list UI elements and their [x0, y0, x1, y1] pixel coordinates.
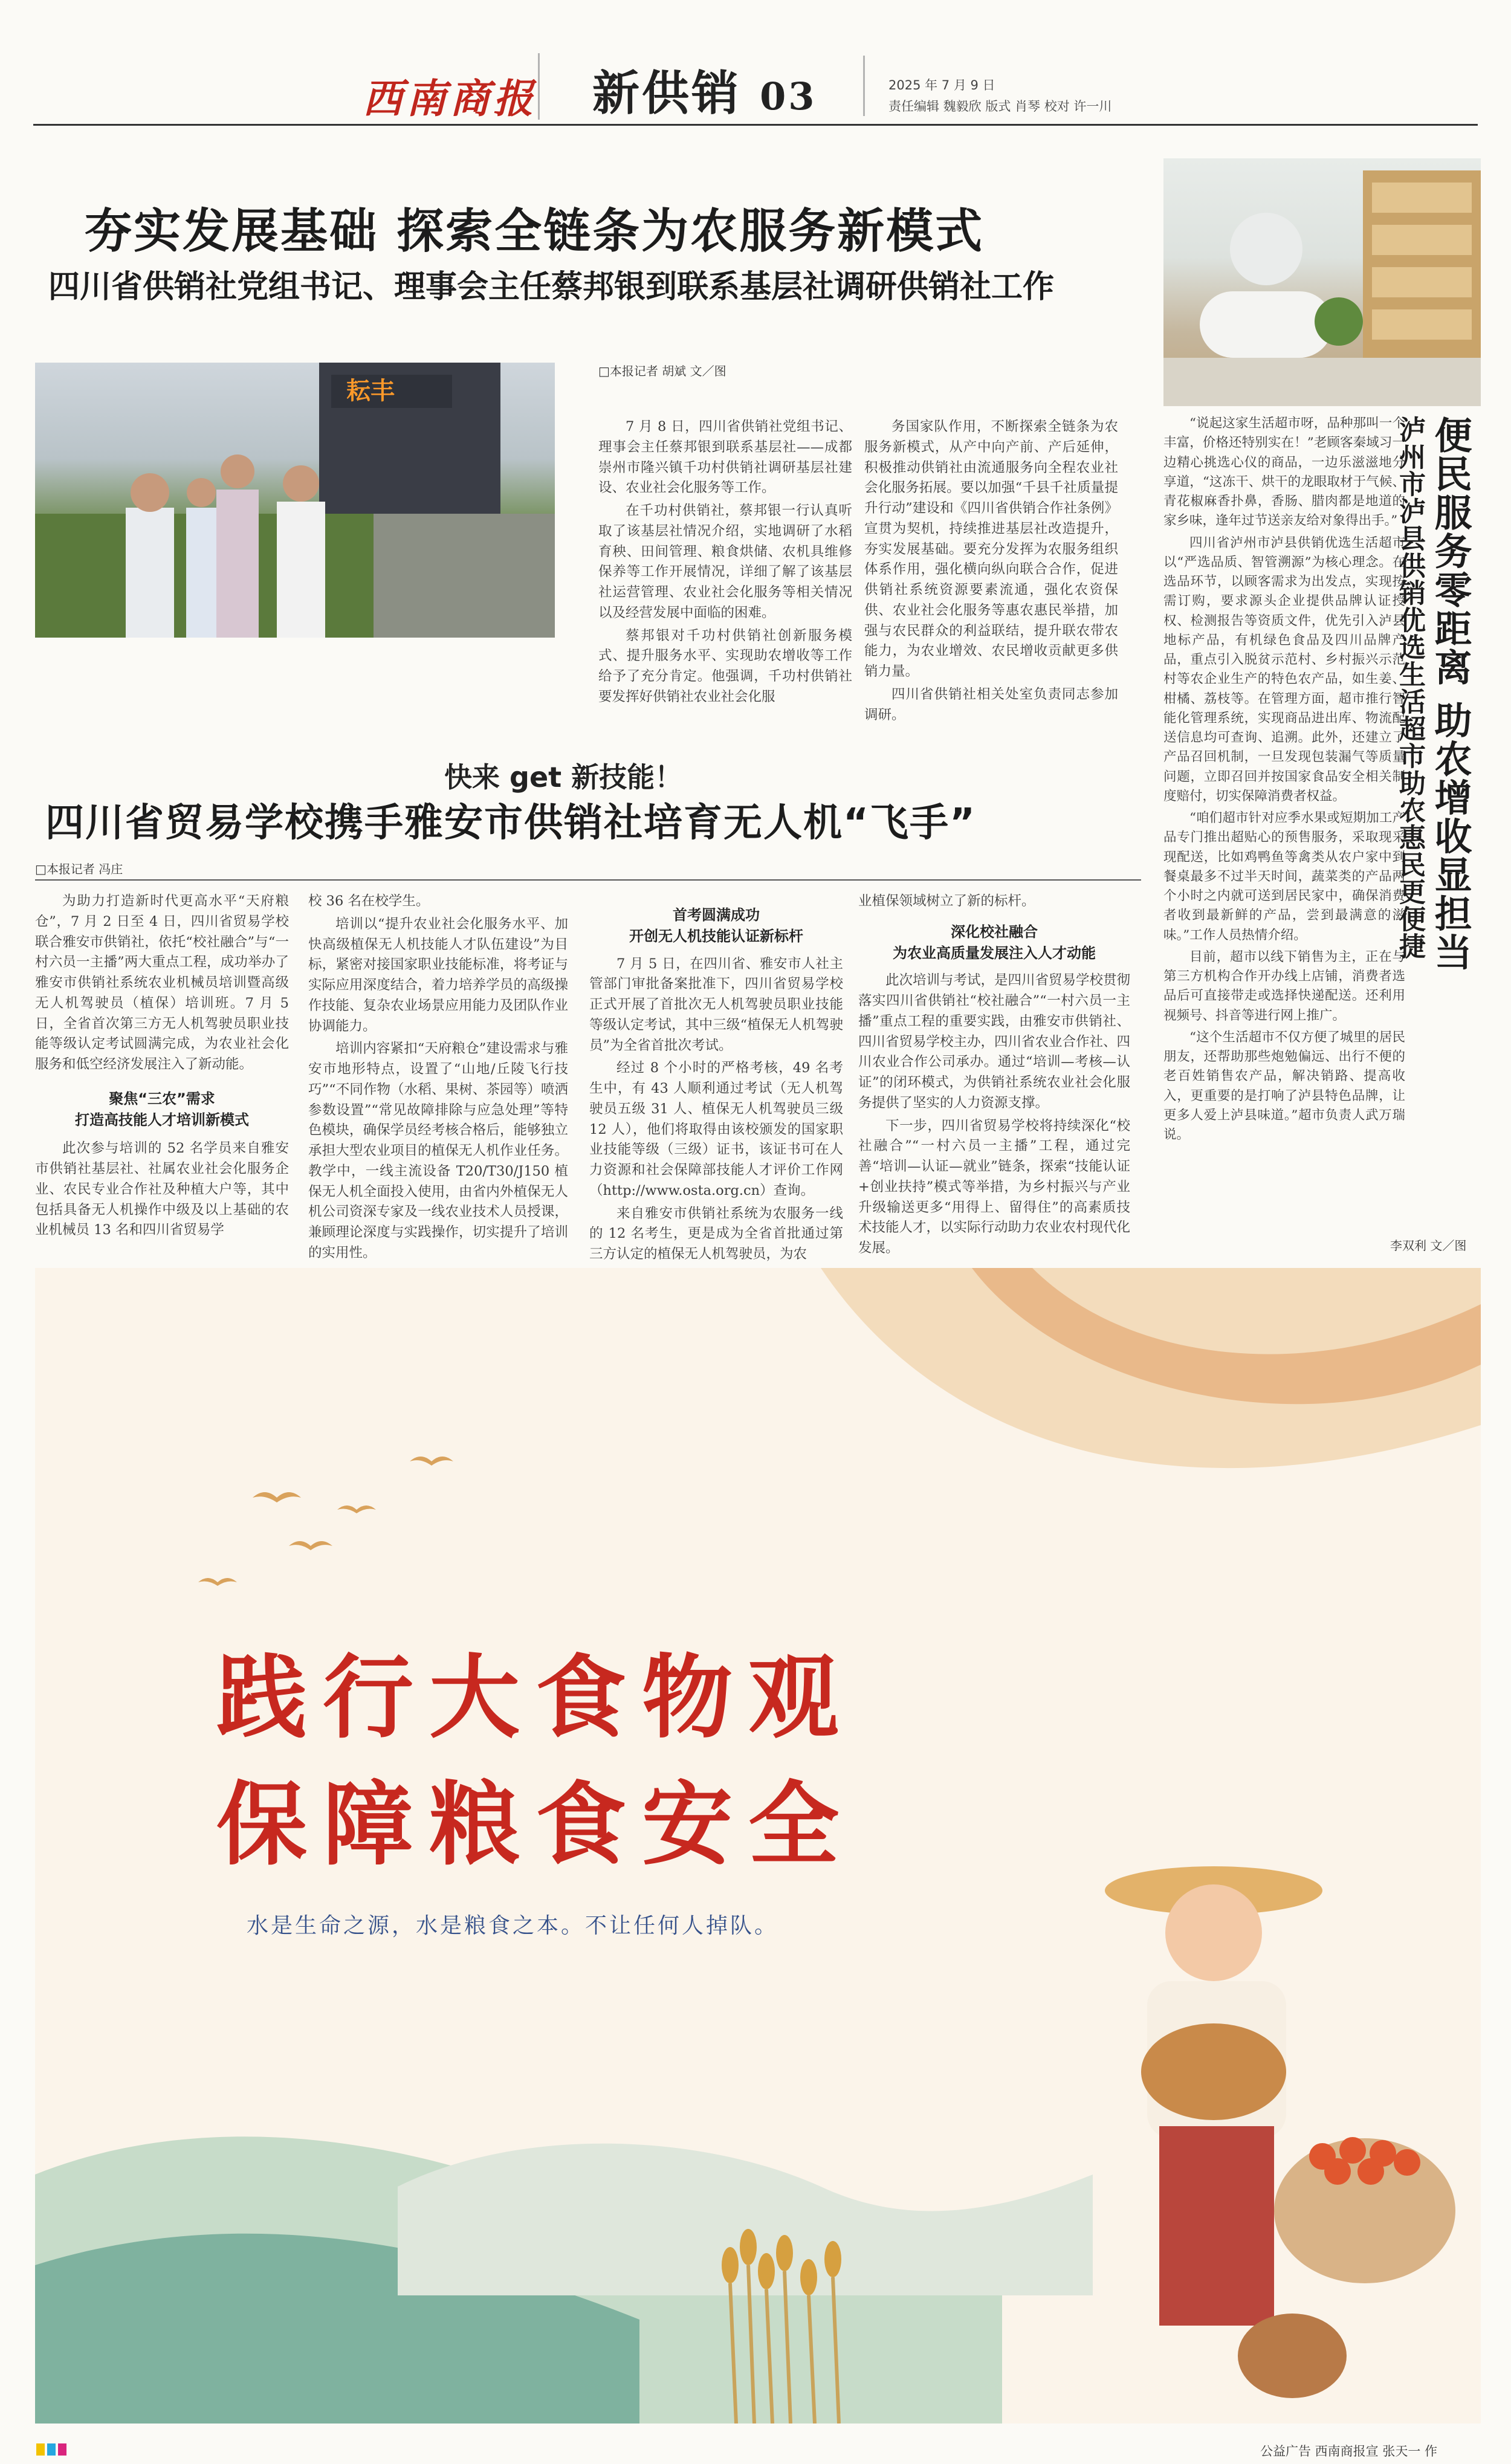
- paragraph: 此次培训与考试，是四川省贸易学校贯彻落实四川省供销社“校社融合”“一村六员一主播”重点工程的重要实践，由雅安市供销社、四川省贸易学校主办，四川省农业合作社、四川农业合作公司承办。通过“培训—考核—认证”的闭环模式，为供销社系统农业社会化服务提供了坚实的人力资源支撑。: [858, 972, 1131, 1111]
- article2-kicker: 快来 get 新技能！: [444, 761, 683, 794]
- supermarket-illustration: [1163, 158, 1481, 406]
- paragraph: 务国家队作用，不断探索全链条为农服务新模式，从产中向产前、产后延伸，积极推动供销社由流通服务向全程农业社会化服务拓展。要以加强“千县千社质量提升行动”建设和《四川省供销合作社条例》宣贯为契机，持续推进基层社改造提升，夯实发展基础。要充分发挥为农服务组织体系作用，强化横向纵向联合合作，促进供销社系统资源要素流通，强化农资保供、农业社会化服务等惠农惠民举措，加强与农民群众的利益联结，提升联农带农能力，为农业增效、农民增收贡献更多供销力量。: [864, 419, 1118, 679]
- article2-column-1: [35, 891, 289, 1243]
- article3-subtitle: 泸州市泸县供销优选生活超市助农惠民更便捷: [1394, 416, 1425, 960]
- paragraph: “这个生活超市不仅方便了城里的居民朋友，还帮助那些炮勉偏远、出行不便的老百姓销售农产品，解决销路、提高收入，更重要的是打响了泸县特色品牌，让更多人爱上泸县味道。”超市负责人武万瑞说。: [1163, 1029, 1405, 1142]
- article2-rule: [35, 879, 1141, 881]
- paragraph: 此次参与培训的 52 名学员来自雅安市供销社基层社、社属农业社会化服务企业、农民专业合作社及种植大户等，其中包括具备无人机操作中级及以上基础的农业机械员 13 名和四川省贸易学: [35, 1140, 289, 1238]
- article2-column-2: [308, 891, 568, 1266]
- newspaper-logo: 西南商报: [363, 75, 537, 122]
- paragraph: 经过 8 个小时的严格考核，49 名考生中，有 43 人顺利通过考试（无人机驾驶员五级 31 人、植保无人机驾驶员三级 12 人），他们将取得由该校颁发的国家职业技能等级（三级）证书，该证书可在人力资源和社会保障部技能人才评价工作网（http://www.osta.org.cn）查询。: [589, 1060, 843, 1198]
- page-number: 03: [760, 74, 817, 118]
- paragraph: 蔡邦银对千功村供销社创新服务模式、提升服务水平、实现助农增收等工作给予了充分肯定。他强调，千功村供销社要发挥好供销社农业社会化服: [598, 627, 852, 705]
- paragraph: 四川省泸州市泸县供销优选生活超市以“严选品质、智管溯源”为核心理念。在选品环节，以顾客需求为出发点，实现按需订购，要求源头企业提供品牌认证授权、检测报告等资质文件，优先引入泸县地标产品，有机绿色食品及四川品牌产品，重点引入脱贫示范村、乡村振兴示范村等农企业生产的特色农产品，如生姜、柑橘、荔枝等。在管理方面，超市推行智能化管理系统，实现商品进出库、物流配送信息均可查询、追溯。此外，还建立了产品召回机制，一旦发现包装漏气等质量问题，立即召回并按国家食品安全相关制度赔付，切实保障消费者权益。: [1163, 535, 1405, 804]
- article1-byline: □本报记者 胡斌 文／图: [598, 364, 726, 378]
- article3-title: 便民服务零距离 助农增收显担当: [1428, 416, 1472, 972]
- paragraph: 业植保领域树立了新的标杆。: [858, 893, 1035, 909]
- article1-title: 夯实发展基础 探索全链条为农服务新模式: [85, 204, 985, 259]
- paragraph: 在千功村供销社，蔡邦银一行认真听取了该基层社情况介绍，实地调研了水稻育秧、田间管理、粮食烘储、农机具维修保养等工作开展情况，详细了解了该基层社运营管理、农业社会化服务等相关情况以及经营发展中面临的困难。: [598, 503, 852, 621]
- color-bar-cyan: [47, 2443, 56, 2456]
- paragraph: 来自雅安市供销社系统为农服务一线的 12 名考生，更是成为全省首批通过第三方认定的植保无人机驾驶员，为农: [589, 1205, 843, 1263]
- article1-photo: [35, 363, 555, 638]
- article2-subhead-1: 聚焦“三农”需求 打造高技能人才培训新模式: [75, 1090, 249, 1128]
- paragraph: 培训以“提升农业社会化服务水平、加快高级植保无人机技能人才队伍建设”为目标，紧密对接国家职业技能标准，将考证与实际应用深度结合，着力培养学员的高级操作技能、复杂农业场景应用能力及团队作业协调能力。: [308, 916, 568, 1034]
- issue-date: 2025 年 7 月 9 日: [888, 78, 995, 92]
- paragraph: 为助力打造新时代更高水平“天府粮仓”，7 月 2 日至 4 日，四川省贸易学校联合雅安市供销社，依托“校社融合”与“一村六员一主播”两大重点工程，成功举办了雅安市供销社系统农业机械员培训暨高级无人机驾驶员（植保）培训班。7 月 5 日，全省首次第三方无人机驾驶员职业技能等级认定考试圆满完成，为农业社会化服务和低空经济发展注入了新动能。: [35, 893, 289, 1072]
- article3-photo: [1163, 158, 1481, 406]
- paragraph: “说起这家生活超市呀，品种那叫一个丰富，价格还特别实在！”老顾客秦域习一边精心挑选心仪的商品，一边乐滋滋地分享道，“这冻干、烘干的龙眼取材于气候、青花椒麻香扑鼻，香肠、腊肉都是地道的家乡味，逢年过节送亲友给对象得出手。”: [1163, 416, 1405, 529]
- paragraph: 下一步，四川省贸易学校将持续深化“校社融合”“一村六员一主播”工程，通过完善“培训—认证—就业”链条，探索“技能认证+创业扶持”模式等举措，为乡村振兴与产业升级输送更多“用得上、留得住”的高素质技术技能人才，以实际行动助力农业农村现代化发展。: [858, 1117, 1131, 1256]
- section-title: [592, 56, 817, 123]
- paragraph: 校 36 名在校学生。: [308, 893, 430, 909]
- header-separator: [538, 53, 540, 120]
- farmer-illustration: [1105, 1866, 1455, 2398]
- paragraph: 目前，超市以线下销售为主，正在与第三方机构合作开办线上店铺，消费者选品后可直接带走或选择快递配送。还利用视频号、抖音等进行网上推广。: [1163, 949, 1405, 1023]
- paragraph: 7 月 8 日，四川省供销社党组书记、理事会主任蔡邦银到联系基层社——成都崇州市隆兴镇千功村供销社调研基层社建设、农业社会化服务等工作。: [598, 419, 852, 496]
- section-name: 新供销: [592, 66, 742, 121]
- article1-column-2: [864, 417, 1118, 728]
- article2-title: 四川省贸易学校携手雅安市供销社培育无人机“飞手”: [45, 801, 977, 846]
- paragraph: “咱们超市针对应季水果或短期加工产品专门推出超贴心的预售服务，采取现采现配送，比如鸡鸭鱼等禽类从农户家中到餐桌最多不过半天时间，蔬菜类的产品两个小时之内就可送到居民家中，确保消费者收到最新鲜的产品，尝到最满意的滋味。”工作人员热情介绍。: [1163, 810, 1405, 943]
- article1-column-1: [598, 417, 852, 710]
- header-rule: [33, 124, 1478, 126]
- poster-title-line1: 践行大食物观: [216, 1644, 855, 1751]
- editor-credits: 责任编辑 魏毅欣 版式 肖琴 校对 许一川: [888, 99, 1112, 114]
- article2-subhead-3: 深化校社融合 为农业高质量发展注入人才动能: [893, 923, 1096, 962]
- paragraph: 7 月 5 日，在四川省、雅安市人社主管部门审批备案批准下，四川省贸易学校正式开展了首批次无人机驾驶员职业技能等级认定考试，其中三级“植保无人机驾驶员”为全省首批次考试。: [589, 956, 843, 1053]
- paragraph: 四川省供销社相关处室负责同志参加调研。: [864, 686, 1118, 723]
- article2-column-4: [858, 891, 1130, 1261]
- color-bar-magenta: [58, 2443, 66, 2456]
- sign-text: 耘丰: [346, 377, 395, 405]
- article3-column: [1163, 414, 1405, 1147]
- public-service-poster: [35, 1268, 1481, 2424]
- color-bar-yellow: [36, 2443, 45, 2456]
- poster-slogan: 水是生命之源，水是粮食之本。不让任何人掉队。: [247, 1913, 779, 1938]
- article2-byline: □本报记者 冯庄: [35, 862, 123, 876]
- article3-byline: 李双利 文／图: [1390, 1238, 1467, 1253]
- header-separator-right: [863, 56, 865, 116]
- field-visit-illustration: [35, 363, 555, 638]
- paragraph: 培训内容紧扣“天府粮仓”建设需求与雅安市地形特点，设置了“山地/丘陵飞行技巧”“不同作物（水稻、果树、茶园等）喷洒参数设置”“常见故障排除与应急处理”等特色模块，确保学员经考核合格后，能够独立承担大型农业项目的植保无人机作业任务。教学中，一线主流设备 T20/T30/J150 植保无人机全面投入使用，由省内外植保无人机公司资深专家及一线农业技术人员授课，兼顾理论深度与实践操作，切实提升了培训的实用性。: [308, 1041, 568, 1261]
- article1-subtitle: 四川省供销社党组书记、理事会主任蔡邦银到联系基层社调研供销社工作: [48, 269, 1055, 305]
- article2-subhead-2: 首考圆满成功 开创无人机技能认证新标杆: [629, 907, 803, 945]
- poster-title-line2: 保障粮食安全: [216, 1771, 855, 1878]
- poster-credit: 公益广告 西南商报宣 张天一 作: [1260, 2444, 1438, 2459]
- article2-column-3: [589, 891, 843, 1267]
